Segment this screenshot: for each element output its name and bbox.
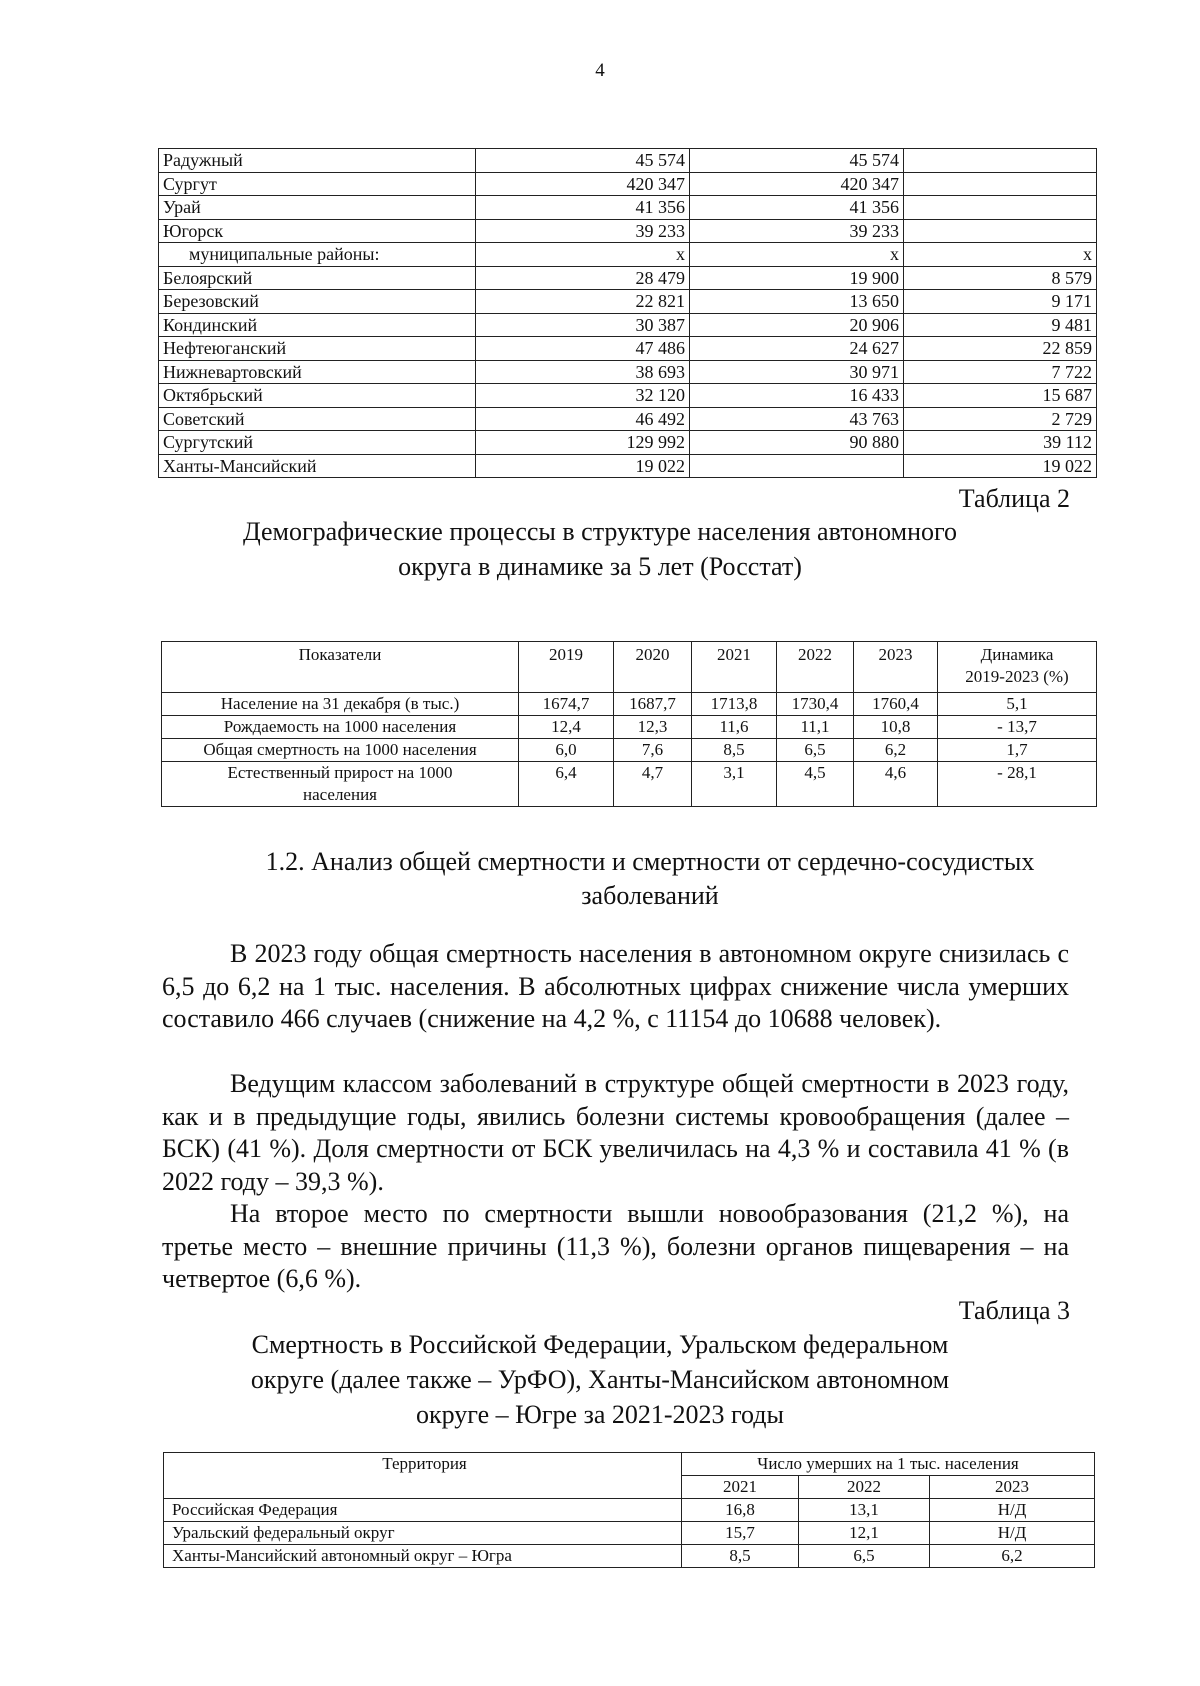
header-2021: 2021: [692, 642, 777, 693]
cell: 7,6: [614, 739, 692, 762]
value-col1: 22 821: [476, 290, 690, 314]
cell: 12,1: [799, 1522, 930, 1545]
header-2020: 2020: [614, 642, 692, 693]
value-col2: 45 574: [690, 149, 904, 173]
row-label: Население на 31 декабря (в тыс.): [162, 693, 519, 716]
row-label: Общая смертность на 1000 населения: [162, 739, 519, 762]
value-col1: 32 120: [476, 384, 690, 408]
table2-title: [0, 514, 1200, 584]
table-row: [159, 172, 1097, 196]
territory-cell: Российская Федерация: [164, 1499, 682, 1522]
table3-caption: Таблица 3: [958, 1296, 1070, 1325]
value-col3: x: [904, 243, 1097, 267]
municipality-name: Нижневартовский: [159, 360, 476, 384]
cell: 11,1: [777, 716, 854, 739]
municipalities-table: [158, 148, 1097, 478]
municipality-name: Урай: [159, 196, 476, 220]
cell: 11,6: [692, 716, 777, 739]
cell: 4,7: [614, 762, 692, 807]
table-row: [159, 196, 1097, 220]
value-col3: 7 722: [904, 360, 1097, 384]
municipality-name: Сургут: [159, 172, 476, 196]
table-row: [159, 360, 1097, 384]
table-row: [159, 313, 1097, 337]
table2-caption: Таблица 2: [958, 484, 1070, 513]
header-year-2022: 2022: [799, 1476, 930, 1499]
table3-title-line1: Смертность в Российской Федерации, Уральском федеральном: [251, 1330, 949, 1359]
territory-cell: Уральский федеральный округ: [164, 1522, 682, 1545]
cell: 1713,8: [692, 693, 777, 716]
table-row: [162, 693, 1097, 716]
paragraph-3: На второе место по смертности вышли новообразования (21,2 %), на третье место – внешние причины (11,3 %), болезни органов пищеварения – на четвертое (6,6 %).: [162, 1199, 1069, 1293]
table-row: [159, 243, 1097, 267]
value-col1: 38 693: [476, 360, 690, 384]
municipality-name: Югорск: [159, 219, 476, 243]
municipality-name: Ханты-Мансийский: [159, 454, 476, 478]
value-col2: x: [690, 243, 904, 267]
cell: 1,7: [938, 739, 1097, 762]
table-row: [164, 1545, 1095, 1568]
table-row: [159, 431, 1097, 455]
value-col1: 41 356: [476, 196, 690, 220]
value-col2: 24 627: [690, 337, 904, 361]
row-label-line1: Естественный прирост на 1000: [227, 763, 453, 782]
value-col1: 45 574: [476, 149, 690, 173]
mortality-table: [163, 1452, 1095, 1568]
cell: - 28,1: [938, 762, 1097, 807]
value-col3: 9 171: [904, 290, 1097, 314]
cell: 15,7: [682, 1522, 799, 1545]
cell: 8,5: [682, 1545, 799, 1568]
value-col2: 30 971: [690, 360, 904, 384]
row-label: [162, 762, 519, 807]
table-row: [159, 407, 1097, 431]
municipality-name: Кондинский: [159, 313, 476, 337]
value-col3: [904, 172, 1097, 196]
header-year-2021: 2021: [682, 1476, 799, 1499]
value-col1: 129 992: [476, 431, 690, 455]
cell: 6,2: [930, 1545, 1095, 1568]
cell: 6,5: [799, 1545, 930, 1568]
table-row: [159, 384, 1097, 408]
header-dynamics-line1: Динамика: [980, 645, 1054, 664]
value-col3: 19 022: [904, 454, 1097, 478]
value-col2: 39 233: [690, 219, 904, 243]
cell: 1687,7: [614, 693, 692, 716]
table-row: [162, 716, 1097, 739]
cell: 5,1: [938, 693, 1097, 716]
header-2023: 2023: [854, 642, 938, 693]
cell: Н/Д: [930, 1499, 1095, 1522]
cell: 6,5: [777, 739, 854, 762]
table3-title: [0, 1327, 1200, 1432]
cell: 1674,7: [519, 693, 614, 716]
header-deaths-per-1000: Число умерших на 1 тыс. населения: [682, 1453, 1095, 1476]
value-col2: 41 356: [690, 196, 904, 220]
table-row: [159, 149, 1097, 173]
header-2022: 2022: [777, 642, 854, 693]
value-col1: 47 486: [476, 337, 690, 361]
table-row: [162, 762, 1097, 807]
table-row: [159, 454, 1097, 478]
cell: 3,1: [692, 762, 777, 807]
header-territory: Территория: [164, 1453, 682, 1499]
mortality-header-row: [164, 1453, 1095, 1476]
value-col1: x: [476, 243, 690, 267]
cell: 6,2: [854, 739, 938, 762]
value-col3: 15 687: [904, 384, 1097, 408]
table-row: [164, 1499, 1095, 1522]
value-col3: [904, 196, 1097, 220]
value-col1: 30 387: [476, 313, 690, 337]
section-heading-line1: 1.2. Анализ общей смертности и смертности от сердечно-сосудистых: [265, 847, 1035, 876]
cell: 10,8: [854, 716, 938, 739]
cell: 12,4: [519, 716, 614, 739]
cell: - 13,7: [938, 716, 1097, 739]
demographics-header-row: [162, 642, 1097, 693]
municipality-name: Октябрьский: [159, 384, 476, 408]
header-2019: 2019: [519, 642, 614, 693]
cell: Н/Д: [930, 1522, 1095, 1545]
table-row: [162, 739, 1097, 762]
municipality-name: муниципальные районы:: [159, 243, 476, 267]
municipality-name: Радужный: [159, 149, 476, 173]
cell: 6,4: [519, 762, 614, 807]
paragraph-2: Ведущим классом заболеваний в структуре общей смертности в 2023 году, как и в предыдущие годы, явились болезни системы кровообращения (далее – БСК) (41 %). Доля смертности от БСК увеличилась на 4,3 % и составила 41 % (в 2022 году – 39,3 %).: [162, 1069, 1069, 1196]
table-row: [164, 1522, 1095, 1545]
cell: 4,6: [854, 762, 938, 807]
value-col2: 19 900: [690, 266, 904, 290]
header-indicator: Показатели: [162, 642, 519, 693]
row-label-line2: населения: [303, 785, 377, 804]
table2-title-line2: округа в динамике за 5 лет (Росстат): [398, 552, 802, 581]
section-heading: [0, 845, 1200, 913]
value-col3: 22 859: [904, 337, 1097, 361]
table2-title-line1: Демографические процессы в структуре населения автономного: [242, 517, 958, 546]
value-col3: [904, 219, 1097, 243]
section-heading-line2: заболеваний: [581, 881, 719, 910]
value-col3: 9 481: [904, 313, 1097, 337]
cell: 13,1: [799, 1499, 930, 1522]
value-col3: [904, 149, 1097, 173]
paragraph-1: В 2023 году общая смертность населения в автономном округе снизилась с 6,5 до 6,2 на 1 тыс. населения. В абсолютных цифрах снижение числа умерших составило 466 случаев (снижение на 4,2 %, с 11154 до 10688 человек).: [162, 939, 1069, 1033]
row-label: Рождаемость на 1000 населения: [162, 716, 519, 739]
value-col2: [690, 454, 904, 478]
demographics-table: [161, 641, 1097, 807]
territory-cell: Ханты-Мансийский автономный округ – Югра: [164, 1545, 682, 1568]
value-col2: 90 880: [690, 431, 904, 455]
value-col1: 46 492: [476, 407, 690, 431]
header-dynamics-line2: 2019-2023 (%): [965, 667, 1069, 686]
table3-title-line3: округе – Югре за 2021-2023 годы: [415, 1400, 784, 1429]
cell: 12,3: [614, 716, 692, 739]
municipalities-table-body: [159, 149, 1097, 478]
value-col1: 39 233: [476, 219, 690, 243]
table-row: [159, 290, 1097, 314]
page-number: 4: [595, 60, 605, 81]
cell: 8,5: [692, 739, 777, 762]
value-col2: 20 906: [690, 313, 904, 337]
cell: 4,5: [777, 762, 854, 807]
header-year-2023: 2023: [930, 1476, 1095, 1499]
municipality-name: Советский: [159, 407, 476, 431]
value-col3: 2 729: [904, 407, 1097, 431]
municipality-name: Нефтеюганский: [159, 337, 476, 361]
municipality-name: Сургутский: [159, 431, 476, 455]
value-col1: 420 347: [476, 172, 690, 196]
value-col3: 8 579: [904, 266, 1097, 290]
value-col2: 43 763: [690, 407, 904, 431]
value-col1: 28 479: [476, 266, 690, 290]
cell: 6,0: [519, 739, 614, 762]
municipality-name: Березовский: [159, 290, 476, 314]
cell: 16,8: [682, 1499, 799, 1522]
header-dynamics: [938, 642, 1097, 693]
table-row: [159, 219, 1097, 243]
value-col1: 19 022: [476, 454, 690, 478]
table-row: [159, 337, 1097, 361]
value-col2: 16 433: [690, 384, 904, 408]
table-row: [159, 266, 1097, 290]
value-col3: 39 112: [904, 431, 1097, 455]
cell: 1730,4: [777, 693, 854, 716]
municipality-name: Белоярский: [159, 266, 476, 290]
cell: 1760,4: [854, 693, 938, 716]
value-col2: 13 650: [690, 290, 904, 314]
table3-title-line2: округе (далее также – УрФО), Ханты-Мансийском автономном: [250, 1365, 950, 1394]
value-col2: 420 347: [690, 172, 904, 196]
